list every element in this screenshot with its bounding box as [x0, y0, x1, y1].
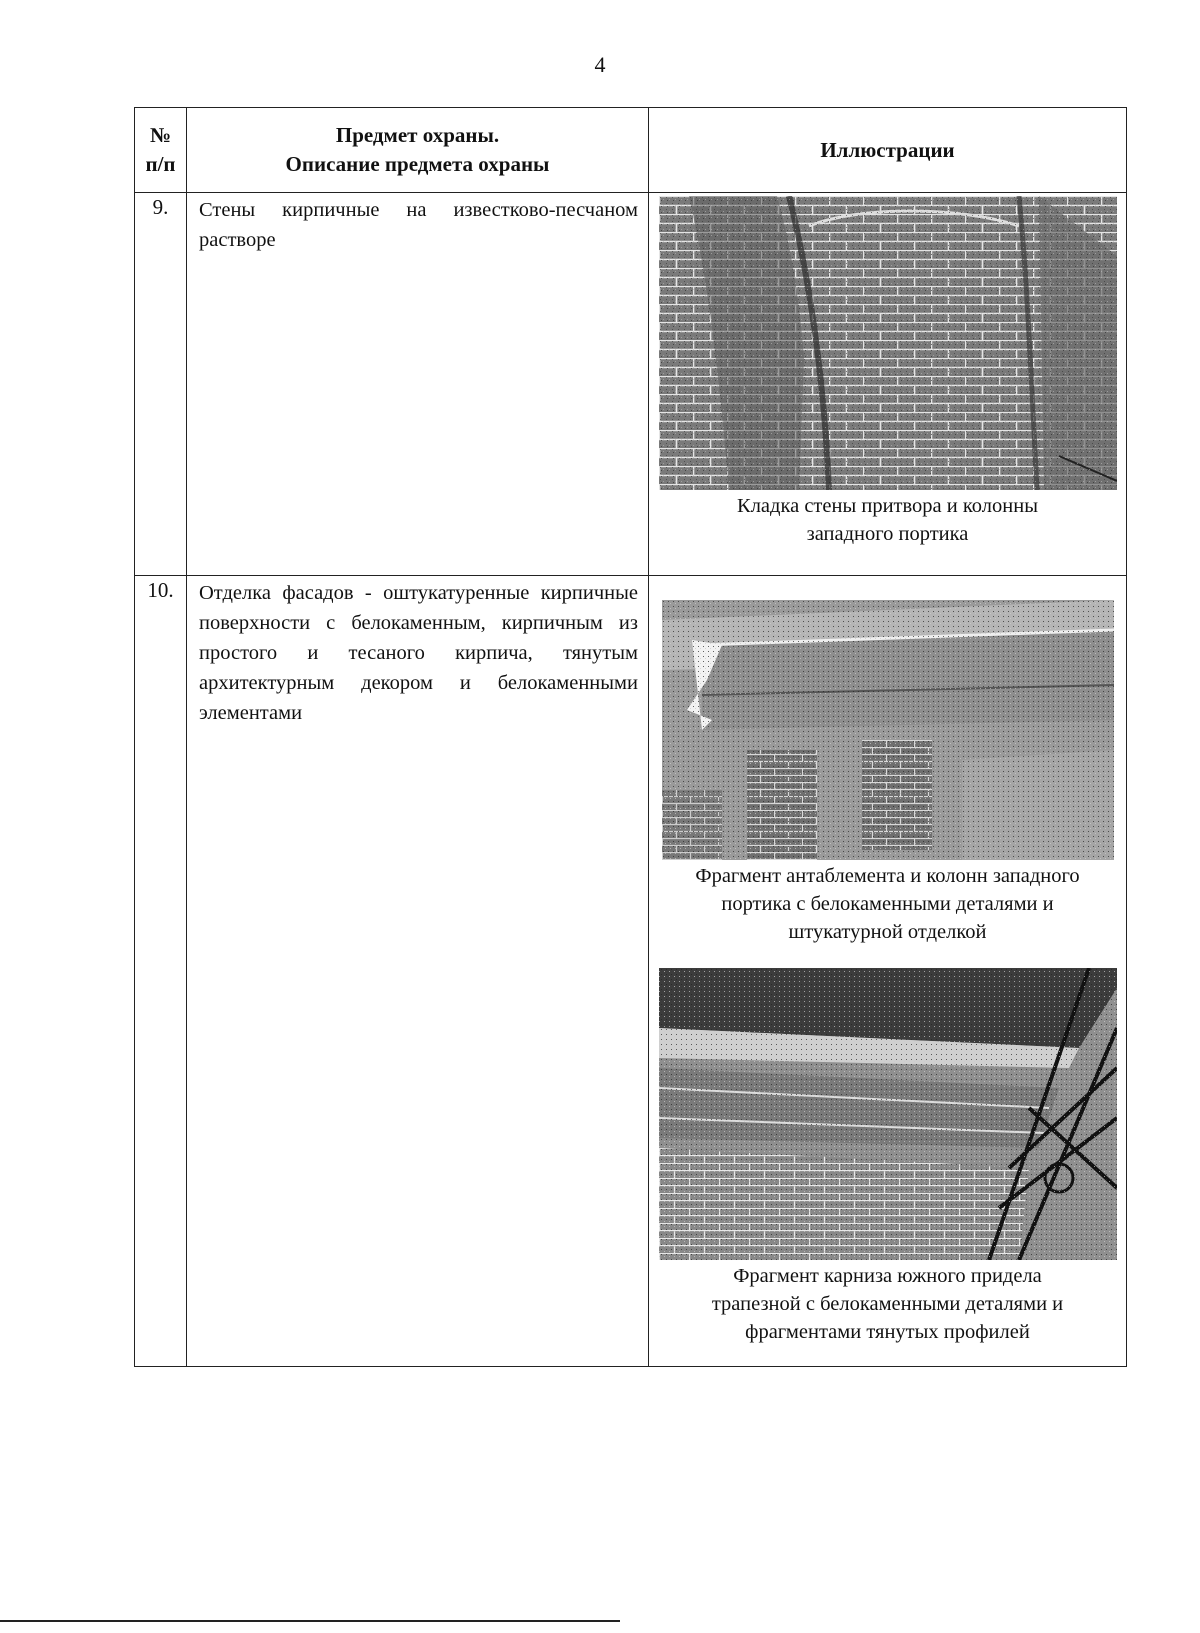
caption-line: Фрагмент антаблемента и колонн западного: [695, 865, 1080, 887]
row-illustrations-cell: [649, 193, 1127, 576]
header-subject-line-1: Предмет охраны.: [335, 123, 500, 147]
entablature-columns-photo: [662, 600, 1114, 860]
header-subject-line-2: Описание предмета охраны: [285, 152, 550, 176]
table-row: [135, 576, 1127, 1367]
header-number-line-1: №: [149, 123, 172, 147]
row-description-cell: [187, 576, 649, 1367]
row-illustrations-cell: [649, 576, 1127, 1367]
page-number: 4: [594, 52, 606, 77]
caption-line: фрагментами тянутых профилей: [745, 1321, 1030, 1343]
illustration-caption: [655, 492, 1120, 548]
protection-subject-table: [134, 107, 1127, 1367]
row-description: Стены кирпичные на известково-песчаном растворе: [199, 199, 638, 251]
caption-line: Фрагмент карниза южного придела: [733, 1265, 1042, 1287]
header-subject: [187, 108, 649, 193]
row-description: Отделка фасадов - оштукатуренные кирпичные поверхности с белокаменным, кирпичным из простого и тесаного кирпича, тянутым архитектурным декором и белокаменными элементами: [199, 582, 638, 724]
cornice-scaffolding-photo: [659, 968, 1117, 1260]
brick-wall-column-photo: [659, 196, 1117, 490]
caption-line: штукатурной отделкой: [788, 921, 987, 943]
caption-line: портика с белокаменными деталями и: [721, 893, 1054, 915]
illustration-caption: [655, 1262, 1120, 1346]
row-number: 10.: [135, 576, 187, 1367]
table-header-row: [135, 108, 1127, 193]
illustration-caption: [655, 862, 1120, 946]
caption-line: Кладка стены притвора и колонны: [737, 495, 1038, 517]
caption-line: западного портика: [806, 523, 969, 545]
footer-divider: [0, 1620, 620, 1622]
caption-line: трапезной с белокаменными деталями и: [711, 1293, 1064, 1315]
row-number: 9.: [135, 193, 187, 576]
row-description-cell: [187, 193, 649, 576]
table-row: [135, 193, 1127, 576]
header-number-line-2: п/п: [145, 152, 176, 176]
header-number: [135, 108, 187, 193]
header-illustrations: Иллюстрации: [649, 108, 1127, 193]
